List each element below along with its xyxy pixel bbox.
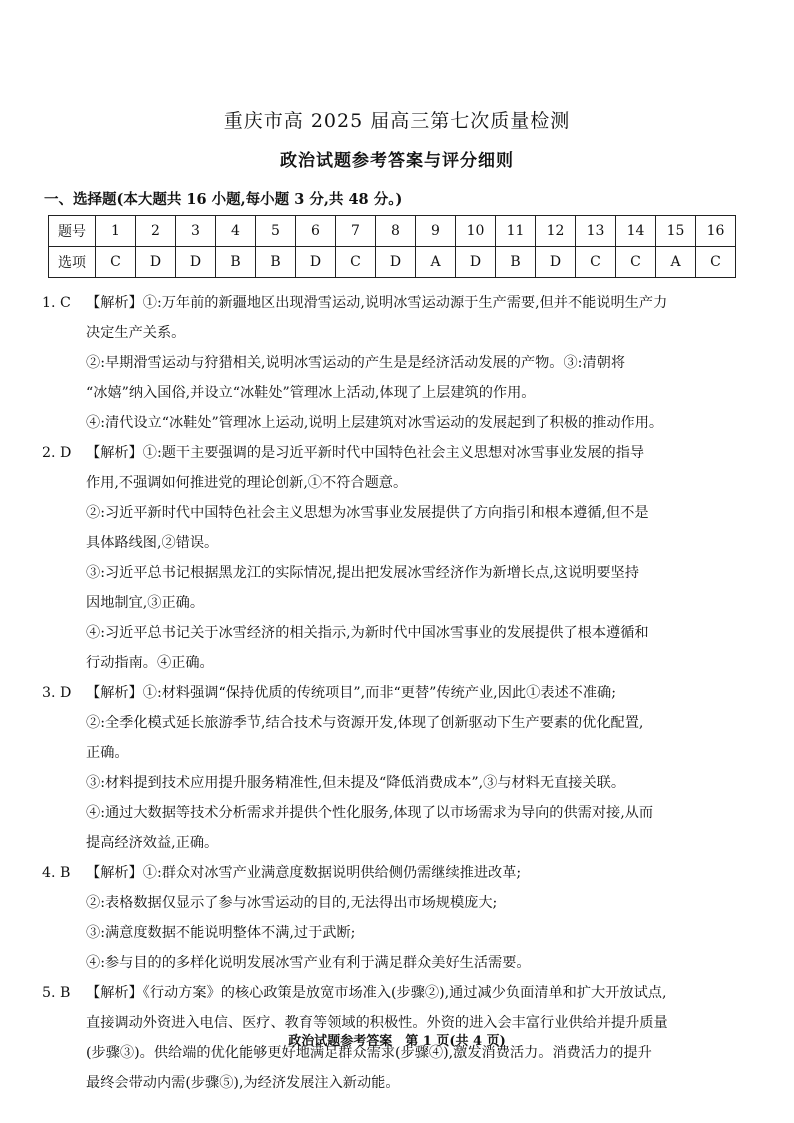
answer-option-cell: C (616, 247, 656, 278)
answer-option-cell: D (536, 247, 576, 278)
explanation-text: 【解析】①:题干主要强调的是习近平新时代中国特色社会主义思想对冰雪事业发展的指导 (86, 445, 645, 461)
question-number-cell: 15 (656, 216, 696, 247)
answer-item (42, 438, 754, 678)
question-answer-label: 5. B (42, 985, 71, 1001)
question-answer-label: 2. D (42, 445, 72, 461)
answer-option-cell: B (496, 247, 536, 278)
explanation-text: ③:材料提到技术应用提升服务精准性,但未提及“降低消费成本”,③与材料无直接关联。 (86, 775, 626, 791)
answer-option-row (49, 247, 736, 278)
explanation-text: 直接调动外资进入电信、医疗、教育等领域的积极性。外资的进入会丰富行业供给并提升质量 (86, 1015, 668, 1031)
explanation-text: ④:参与目的的多样化说明发展冰雪产业有利于满足群众美好生活需要。 (86, 955, 531, 971)
explanation-text: ②:表格数据仅显示了参与冰雪运动的目的,无法得出市场规模庞大; (86, 895, 498, 911)
question-number-cell: 14 (616, 216, 656, 247)
explanation-text: 【解析】《行动方案》的核心政策是放宽市场准入(步骤②),通过减少负面清单和扩大开放试点, (86, 985, 667, 1001)
explanation-line (42, 618, 754, 648)
explanation-line (42, 528, 754, 558)
explanation-line (42, 798, 754, 828)
explanation-line (42, 978, 754, 1008)
explanation-line (42, 678, 754, 708)
explanation-text: 决定生产关系。 (86, 325, 186, 341)
explanation-line (42, 768, 754, 798)
question-number-row (49, 216, 736, 247)
question-answer-label: 4. B (42, 865, 71, 881)
page-footer: 政治试题参考答案 第 1 页(共 4 页) (288, 1034, 506, 1049)
question-number-cell: 9 (416, 216, 456, 247)
answer-explanations (42, 288, 754, 1098)
answer-option-cell: C (96, 247, 136, 278)
question-number-cell: 11 (496, 216, 536, 247)
explanation-text: 行动指南。④正确。 (86, 655, 214, 671)
explanation-text: “冰嬉”纳入国俗,并设立“冰鞋处”管理冰上活动,体现了上层建筑的作用。 (86, 385, 536, 401)
explanation-text: 【解析】①:群众对冰雪产业满意度数据说明供给侧仍需继续推进改革; (86, 865, 522, 881)
answer-item (42, 678, 754, 858)
answer-option-cell: A (656, 247, 696, 278)
question-answer-label: 1. C (42, 295, 71, 311)
question-answer-label: 3. D (42, 685, 72, 701)
question-number-cell: 5 (256, 216, 296, 247)
row-label-number: 题号 (49, 216, 96, 247)
explanation-line (42, 918, 754, 948)
explanation-line (42, 558, 754, 588)
explanation-text: 正确。 (86, 745, 129, 761)
explanation-text: ④:习近平总书记关于冰雪经济的相关指示,为新时代中国冰雪事业的发展提供了根本遵循和 (86, 625, 649, 641)
question-number-cell: 12 (536, 216, 576, 247)
explanation-line (42, 588, 754, 618)
answer-item (42, 288, 754, 438)
question-number-cell: 8 (376, 216, 416, 247)
explanation-text: ③:满意度数据不能说明整体不满,过于武断; (86, 925, 356, 941)
explanation-line (42, 378, 754, 408)
section-heading: 一、选择题(本大题共 16 小题,每小题 3 分,共 48 分。) (44, 191, 403, 208)
explanation-text: ④:清代设立“冰鞋处”管理冰上运动,说明上层建筑对冰雪运动的发展起到了积极的推动作用。 (86, 415, 664, 431)
question-number-cell: 3 (176, 216, 216, 247)
row-label-option: 选项 (49, 247, 96, 278)
explanation-text: ②:全季化模式延长旅游季节,结合技术与资源开发,体现了创新驱动下生产要素的优化配置, (86, 715, 644, 731)
explanation-line (42, 408, 754, 438)
explanation-line (42, 498, 754, 528)
explanation-line (42, 888, 754, 918)
question-number-cell: 16 (696, 216, 736, 247)
explanation-text: 提高经济效益,正确。 (86, 835, 219, 851)
explanation-text: ③:习近平总书记根据黑龙江的实际情况,提出把发展冰雪经济作为新增长点,这说明要坚持 (86, 565, 639, 581)
question-number-cell: 1 (96, 216, 136, 247)
explanation-text: 【解析】①:万年前的新疆地区出现滑雪运动,说明冰雪运动源于生产需要,但并不能说明生产力 (86, 295, 668, 311)
question-number-cell: 10 (456, 216, 496, 247)
explanation-line (42, 468, 754, 498)
explanation-text: ②:习近平新时代中国特色社会主义思想为冰雪事业发展提供了方向指引和根本遵循,但不是 (86, 505, 649, 521)
page-title: 重庆市高 2025 届高三第七次质量检测 (223, 110, 571, 132)
question-number-cell: 6 (296, 216, 336, 247)
explanation-line (42, 1068, 754, 1098)
explanation-line (42, 648, 754, 678)
page-subtitle: 政治试题参考答案与评分细则 (280, 151, 514, 171)
answer-option-cell: A (416, 247, 456, 278)
explanation-text: 因地制宜,③正确。 (86, 595, 205, 611)
question-number-cell: 2 (136, 216, 176, 247)
answer-table (48, 215, 736, 278)
explanation-text: 作用,不强调如何推进党的理论创新,①不符合题意。 (86, 475, 408, 491)
answer-item (42, 858, 754, 978)
explanation-line (42, 348, 754, 378)
answer-option-cell: D (136, 247, 176, 278)
explanation-line (42, 828, 754, 858)
explanation-line (42, 708, 754, 738)
explanation-line (42, 948, 754, 978)
explanation-line (42, 738, 754, 768)
explanation-text: ②:早期滑雪运动与狩猎相关,说明冰雪运动的产生是是经济活动发展的产物。③:清朝将 (86, 355, 626, 371)
explanation-text: 最终会带动内需(步骤⑤),为经济发展注入新动能。 (86, 1075, 400, 1091)
answer-option-cell: D (376, 247, 416, 278)
explanation-text: ④:通过大数据等技术分析需求并提供个性化服务,体现了以市场需求为导向的供需对接,从而 (86, 805, 654, 821)
question-number-cell: 13 (576, 216, 616, 247)
answer-option-cell: D (456, 247, 496, 278)
answer-option-cell: C (336, 247, 376, 278)
question-number-cell: 4 (216, 216, 256, 247)
question-number-cell: 7 (336, 216, 376, 247)
explanation-line (42, 858, 754, 888)
answer-option-cell: C (696, 247, 736, 278)
explanation-text: 具体路线图,②错误。 (86, 535, 219, 551)
explanation-line (42, 438, 754, 468)
explanation-text: 【解析】①:材料强调“保持优质的传统项目”,而非“更替”传统产业,因此①表述不准确; (86, 685, 616, 701)
explanation-line (42, 318, 754, 348)
answer-option-cell: D (176, 247, 216, 278)
answer-option-cell: D (296, 247, 336, 278)
explanation-line (42, 288, 754, 318)
explanation-text: (步骤③)。供给端的优化能够更好地满足群众需求(步骤④),激发消费活力。消费活力的提升 (86, 1045, 652, 1061)
answer-option-cell: C (576, 247, 616, 278)
answer-option-cell: B (256, 247, 296, 278)
answer-option-cell: B (216, 247, 256, 278)
